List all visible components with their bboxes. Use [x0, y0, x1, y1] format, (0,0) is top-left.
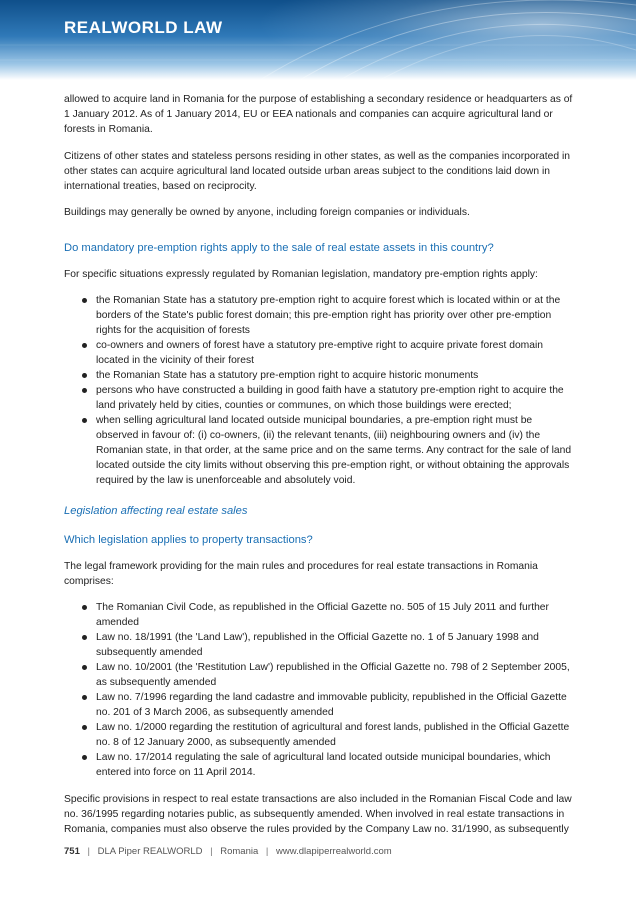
list-item: Law no. 1/2000 regarding the restitution of agricultural and forest lands, published in the Official Gazette no. 8 of 12 January 2000, as subsequently amended	[64, 720, 574, 750]
paragraph: For specific situations expressly regulated by Romanian legislation, mandatory pre-emption rights apply:	[64, 269, 538, 280]
list-item: Law no. 18/1991 (the 'Land Law'), republished in the Official Gazette no. 1 of 5 January 1998 and subsequently amended	[64, 630, 574, 660]
footer-publication: DLA Piper REALWORLD	[97, 846, 203, 857]
list-item: co-owners and owners of forest have a statutory pre-emptive right to acquire private forest domain located in the vicinity of their forest	[64, 338, 574, 368]
section-heading-preemption: Do mandatory pre-emption rights apply to the sale of real estate assets in this country?	[64, 242, 494, 254]
footer-separator: |	[210, 846, 213, 857]
paragraph: The legal framework providing for the main rules and procedures for real estate transactions in Romania comprises:	[64, 561, 538, 587]
subsection-heading: Which legislation applies to property transactions?	[64, 534, 313, 546]
list-item: persons who have constructed a building in good faith have a statutory pre-emption right to acquire the land privately held by cities, counties or communes, on which those buildings were erected;	[64, 383, 574, 413]
banner-decoration	[0, 0, 636, 80]
list-item: Law no. 7/1996 regarding the land cadastre and immovable publicity, republished in the Official Gazette no. 201 of 3 March 2006, as subsequently amended	[64, 690, 574, 720]
legislation-list	[64, 600, 574, 780]
page-number: 751	[64, 846, 80, 857]
list-item: the Romanian State has a statutory pre-emption right to acquire historic monuments	[64, 368, 574, 383]
preemption-list	[64, 293, 574, 488]
page-footer	[64, 846, 392, 857]
brand-title: REALWORLD LAW	[64, 18, 223, 37]
footer-separator: |	[87, 846, 90, 857]
list-item: the Romanian State has a statutory pre-emption right to acquire forest which is located within or at the borders of the State's public forest domain; this pre-emption right has priority over other pre-emption rights for the acquisition of forests	[64, 293, 574, 338]
list-item: Law no. 17/2014 regulating the sale of agricultural land located outside municipal boundaries, which entered into force on 11 April 2014.	[64, 750, 574, 780]
header-banner	[0, 0, 636, 80]
paragraph: Specific provisions in respect to real estate transactions are also included in the Romanian Fiscal Code and law no. 36/1995 regarding notaries public, as subsequently amended. When involved in real estate transactions in Romania, companies must also observe the rules provided by the Company Law no. 31/1990, as subsequently	[64, 794, 572, 835]
footer-country: Romania	[220, 846, 259, 857]
paragraph: Citizens of other states and stateless persons residing in other states, as well as the companies incorporated in other states can acquire agricultural land located outside urban areas subject to the conditions laid down in international treaties, based on reciprocity.	[64, 151, 570, 192]
page-content	[64, 92, 574, 848]
paragraph: allowed to acquire land in Romania for the purpose of establishing a secondary residence or headquarters as of 1 January 2012. As of 1 January 2014, EU or EEA nationals and companies can acquire agricultural land or forests in Romania.	[64, 94, 573, 135]
footer-separator: |	[265, 846, 269, 857]
footer-website-link[interactable]: www.dlapiperrealworld.com	[276, 846, 392, 857]
list-item: The Romanian Civil Code, as republished in the Official Gazette no. 505 of 15 July 2011 and further amended	[64, 600, 574, 630]
list-item: when selling agricultural land located outside municipal boundaries, a pre-emption right must be observed in favour of: (i) co-owners, (ii) the relevant tenants, (iii) neighbouring owners and (iv) the Romanian state, in that order, at the same price and on the same terms. Any contract for the sale of land located outside the city limits without observing this pre-emption right, or without obtaining the approvals required by the law is unenforceable and absolutely void.	[64, 413, 574, 488]
list-item: Law no. 10/2001 (the 'Restitution Law') republished in the Official Gazette no. 798 of 2 September 2005, as subsequently amended	[64, 660, 574, 690]
section-heading-legislation: Legislation affecting real estate sales	[64, 505, 248, 517]
paragraph: Buildings may generally be owned by anyone, including foreign companies or individuals.	[64, 207, 470, 218]
